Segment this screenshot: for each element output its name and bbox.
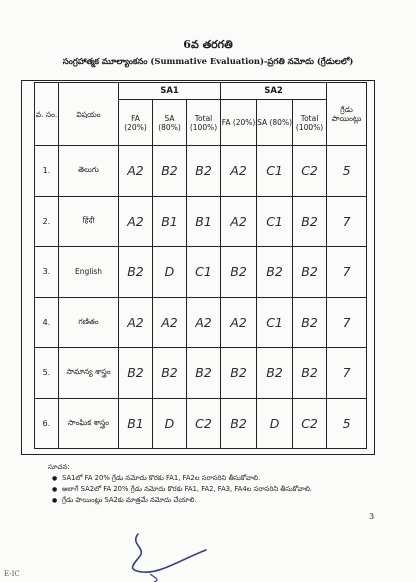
sa2-fa-grade: B2 [221, 398, 257, 449]
row-subject: తెలుగు [59, 146, 119, 197]
page-number: 3 [369, 512, 375, 521]
header-subject: విషయం [59, 83, 119, 146]
sa1-total-grade: B2 [187, 348, 221, 399]
grade-points: 7 [327, 196, 367, 247]
row-sno: 5. [35, 348, 59, 399]
sa1-total-grade: C1 [187, 247, 221, 298]
header-sa1-fa: FA (20%) [119, 100, 153, 146]
table-row [35, 196, 367, 247]
sa1-sa-grade: D [153, 247, 187, 298]
sa2-total-grade: B2 [293, 196, 327, 247]
row-subject: సాంఘిక శాస్త్రం [59, 398, 119, 449]
sa1-sa-grade: B2 [153, 348, 187, 399]
sa2-fa-grade: B2 [221, 348, 257, 399]
table-row [35, 146, 367, 197]
row-sno: 6. [35, 398, 59, 449]
sa2-fa-grade: A2 [221, 146, 257, 197]
sa2-fa-grade: A2 [221, 297, 257, 348]
sa2-fa-grade: B2 [221, 247, 257, 298]
note-item: ● SA1లో FA 20% గ్రేడు నమోదు కొరకు FA1, FA2ల సరాసరిని తీసుకోవాలి. [62, 473, 408, 484]
sa1-sa-grade: D [153, 398, 187, 449]
sa1-fa-grade: A2 [119, 297, 153, 348]
sa2-sa-grade: D [257, 398, 293, 449]
grade-points: 7 [327, 297, 367, 348]
header-sa1: SA1 [119, 83, 221, 100]
sa1-fa-grade: B2 [119, 348, 153, 399]
header-sa2-total: Total (100%) [293, 100, 327, 146]
sa1-fa-grade: B1 [119, 398, 153, 449]
table-row [35, 398, 367, 449]
header-grade-points: గ్రేడు పాయింట్లు [327, 83, 367, 146]
sa1-total-grade: C2 [187, 398, 221, 449]
sa2-sa-grade: C1 [257, 196, 293, 247]
row-subject: సామాన్య శాస్త్రం [59, 348, 119, 399]
header-sa1-total: Total (100%) [187, 100, 221, 146]
row-sno: 1. [35, 146, 59, 197]
table-row [35, 297, 367, 348]
sa2-fa-grade: A2 [221, 196, 257, 247]
header-sno: వ. సం. [35, 83, 59, 146]
sa2-sa-grade: B2 [257, 348, 293, 399]
notes-section [48, 462, 408, 506]
sa2-sa-grade: B2 [257, 247, 293, 298]
row-subject: English [59, 247, 119, 298]
sa1-fa-grade: A2 [119, 196, 153, 247]
note-item: ● గ్రేడు పాయింట్లు SA2కు మాత్రమే నమోదు చేయాలి. [62, 495, 408, 506]
signature-scribble [120, 530, 220, 582]
page-subtitle: సంగ్రహాత్మక మూల్యాంకనం (Summative Evaluation)-ప్రగతి నమోదు (గ్రేడులలో) [62, 56, 354, 66]
grade-points: 5 [327, 398, 367, 449]
row-subject: हिंदी [59, 196, 119, 247]
sa1-total-grade: B2 [187, 146, 221, 197]
header-sa2-fa: FA (20%) [221, 100, 257, 146]
sa1-sa-grade: A2 [153, 297, 187, 348]
sa2-total-grade: C2 [293, 146, 327, 197]
header-sa1-sa: SA (80%) [153, 100, 187, 146]
sa1-fa-grade: B2 [119, 247, 153, 298]
grades-table [34, 82, 367, 449]
header-sa2-sa: SA (80%) [257, 100, 293, 146]
notes-heading: సూచన: [48, 463, 70, 471]
sa1-fa-grade: A2 [119, 146, 153, 197]
sa2-sa-grade: C1 [257, 297, 293, 348]
row-sno: 4. [35, 297, 59, 348]
sa2-total-grade: B2 [293, 247, 327, 298]
sa2-total-grade: C2 [293, 398, 327, 449]
note-item: ● అలాగే SA2లో FA 20% గ్రేడు నమోదు కొరకు FA1, FA2, FA3, FA4ల సరాసరిని తీసుకోవాలి. [62, 484, 408, 495]
sa2-total-grade: B2 [293, 348, 327, 399]
footer-label: E-IC [4, 570, 20, 578]
table-row [35, 247, 367, 298]
sa1-sa-grade: B2 [153, 146, 187, 197]
grade-points: 5 [327, 146, 367, 197]
row-sno: 3. [35, 247, 59, 298]
row-sno: 2. [35, 196, 59, 247]
grade-points: 7 [327, 247, 367, 298]
sa2-total-grade: B2 [293, 297, 327, 348]
sa1-total-grade: A2 [187, 297, 221, 348]
row-subject: గణితం [59, 297, 119, 348]
notes-list [48, 473, 408, 506]
sa1-sa-grade: B1 [153, 196, 187, 247]
header-sa2: SA2 [221, 83, 327, 100]
page-title: 6వ తరగతి [183, 38, 233, 51]
table-row [35, 348, 367, 399]
sa1-total-grade: B1 [187, 196, 221, 247]
sa2-sa-grade: C1 [257, 146, 293, 197]
grade-points: 7 [327, 348, 367, 399]
